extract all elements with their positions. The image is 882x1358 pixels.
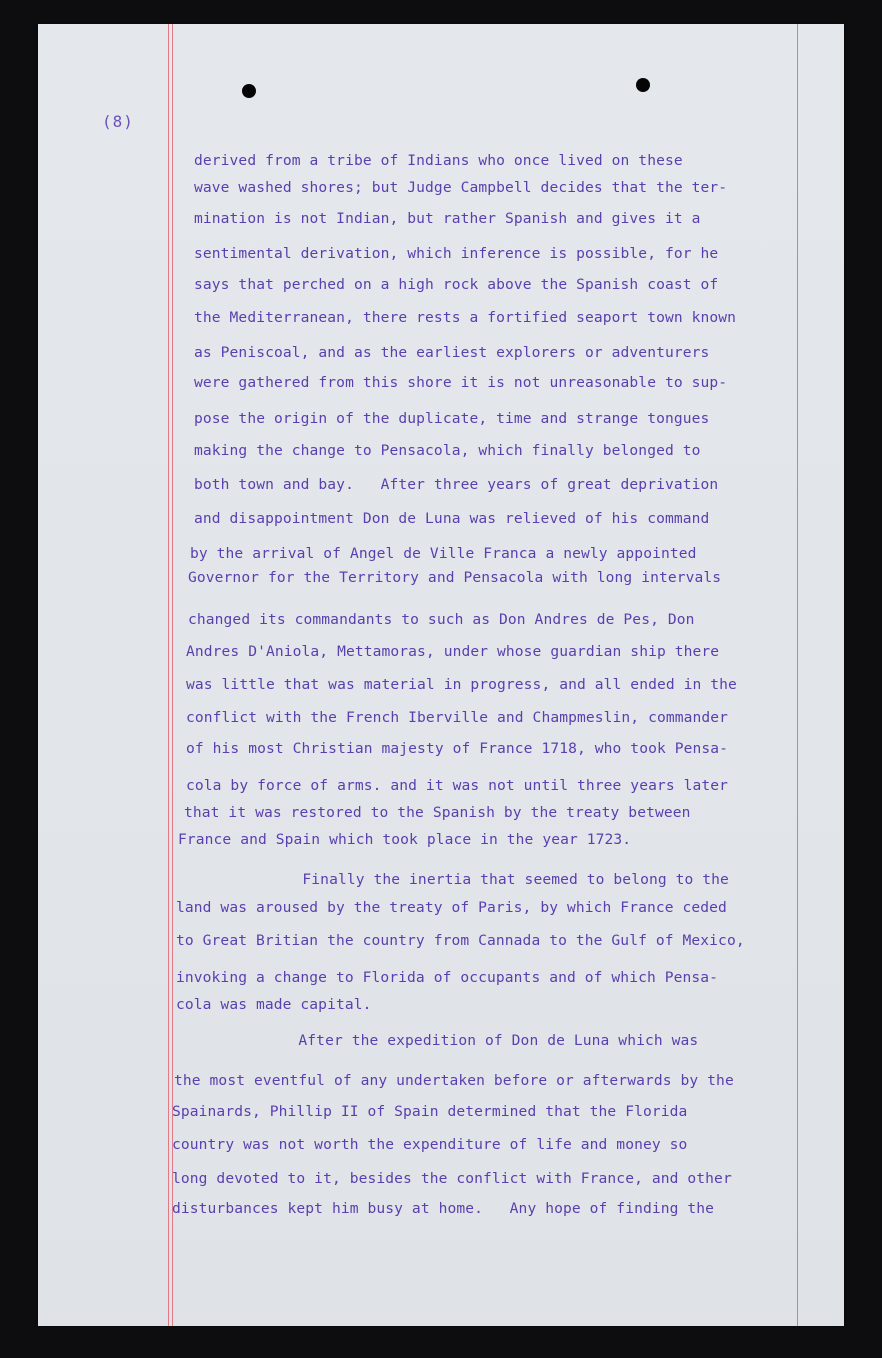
text-line: Andres D'Aniola, Mettamoras, under whose guardian ship there: [186, 643, 720, 660]
text-line: the most eventful of any undertaken before or afterwards by the: [174, 1072, 734, 1089]
text-line: of his most Christian majesty of France 1718, who took Pensa-: [186, 740, 729, 757]
text-line: Spainards, Phillip II of Spain determined that the Florida: [172, 1103, 688, 1120]
text-line: pose the origin of the duplicate, time and strange tongues: [194, 410, 710, 427]
text-line: were gathered from this shore it is not unreasonable to sup-: [194, 374, 728, 391]
text-line: making the change to Pensacola, which finally belonged to: [194, 442, 701, 459]
text-line: long devoted to it, besides the conflict with France, and other: [172, 1170, 732, 1187]
text-line: sentimental derivation, which inference is possible, for he: [194, 245, 719, 262]
text-line: both town and bay. After three years of great deprivation: [194, 476, 719, 493]
text-line: was little that was material in progress, and all ended in the: [186, 676, 737, 693]
text-line: Finally the inertia that seemed to belong to the: [178, 871, 729, 888]
text-line: cola was made capital.: [176, 996, 372, 1013]
text-line: says that perched on a high rock above the Spanish coast of: [194, 276, 719, 293]
text-line: and disappointment Don de Luna was relieved of his command: [194, 510, 710, 527]
text-line: changed its commandants to such as Don Andres de Pes, Don: [188, 611, 695, 628]
typed-page: [38, 24, 844, 1326]
text-line: the Mediterranean, there rests a fortified seaport town known: [194, 309, 737, 326]
text-line: derived from a tribe of Indians who once lived on these: [194, 152, 683, 169]
text-line: to Great Britian the country from Cannada to the Gulf of Mexico,: [176, 932, 745, 949]
text-line: conflict with the French Iberville and Champmeslin, commander: [186, 709, 729, 726]
text-line: that it was restored to the Spanish by the treaty between: [184, 804, 691, 821]
page-number: (8): [102, 112, 134, 131]
text-line: Governor for the Territory and Pensacola with long intervals: [188, 569, 722, 586]
text-line: France and Spain which took place in the year 1723.: [178, 831, 632, 848]
text-line: invoking a change to Florida of occupants and of which Pensa-: [176, 969, 719, 986]
text-line: After the expedition of Don de Luna which was: [174, 1032, 699, 1049]
text-line: disturbances kept him busy at home. Any hope of finding the: [172, 1200, 715, 1217]
typed-text-body: [38, 24, 844, 1326]
text-line: country was not worth the expenditure of life and money so: [172, 1136, 688, 1153]
text-line: cola by force of arms. and it was not until three years later: [186, 777, 729, 794]
text-line: by the arrival of Angel de Ville Franca a newly appointed: [190, 545, 697, 562]
text-line: wave washed shores; but Judge Campbell decides that the ter-: [194, 179, 728, 196]
text-line: as Peniscoal, and as the earliest explorers or adventurers: [194, 344, 710, 361]
text-line: land was aroused by the treaty of Paris, by which France ceded: [176, 899, 727, 916]
text-line: mination is not Indian, but rather Spanish and gives it a: [194, 210, 701, 227]
